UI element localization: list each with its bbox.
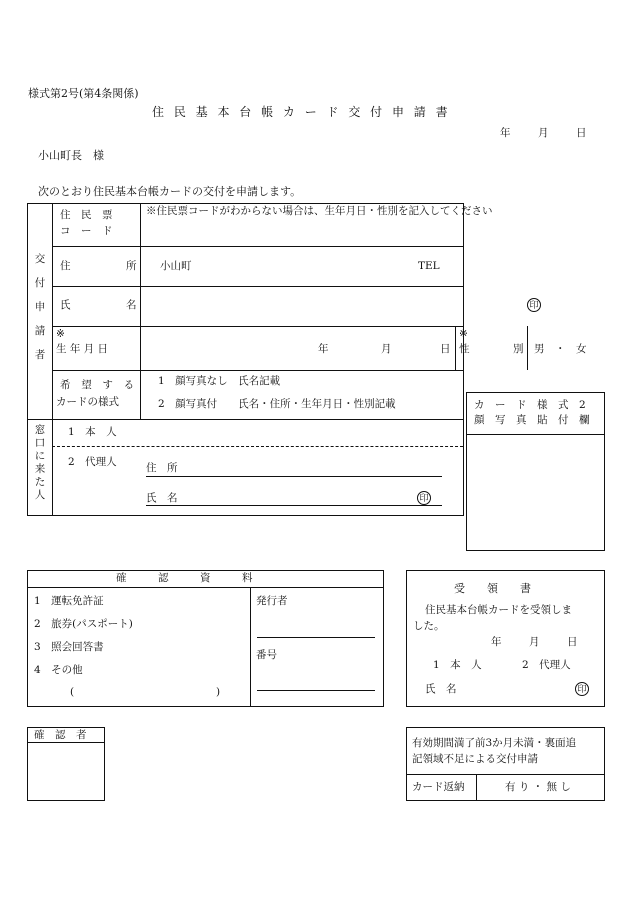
return-options[interactable]: 有 り ・ 無 し <box>505 781 571 793</box>
seal-mark: 印 <box>527 298 541 312</box>
applicant-side-label: 交 付 申 請 者 <box>34 253 46 361</box>
header-date-year: 年 <box>500 127 511 139</box>
number-label: 番号 <box>256 649 277 661</box>
birth-year: 年 <box>318 343 329 355</box>
code-label-2: コ ー ド <box>60 225 113 237</box>
receipt-title: 受 領 書 <box>454 582 531 595</box>
confirm-docs-title: 確 認 資 料 <box>116 572 253 584</box>
style-option-1[interactable]: 1 顔写真なし 氏名記載 <box>158 375 281 387</box>
other-paren-close: ) <box>216 686 221 698</box>
window-side-label: 窓 口 に 来 た 人 <box>34 424 46 501</box>
receipt-name-field[interactable] <box>470 680 570 696</box>
receipt-date-day: 日 <box>567 636 578 648</box>
receipt-self[interactable]: 1 本 人 <box>433 659 482 671</box>
resident-code-field[interactable] <box>141 220 463 245</box>
window-self[interactable]: 1 本 人 <box>68 426 117 438</box>
receipt-agent[interactable]: 2 代理人 <box>522 659 571 671</box>
style-option-2[interactable]: 2 顔写真付 氏名・住所・生年月日・性別記載 <box>158 398 396 410</box>
sex-options[interactable]: 男 ・ 女 <box>534 343 587 355</box>
other-paren-open: ( <box>70 686 75 698</box>
birth-mark: ※ <box>56 328 65 340</box>
checker-title: 確 認 者 <box>34 729 87 741</box>
tel-label: TEL <box>418 260 440 272</box>
name-label-2: 名 <box>126 299 137 311</box>
form-number: 様式第2号(第4条関係) <box>28 87 139 100</box>
receipt-date-year: 年 <box>491 636 502 648</box>
agent-address-label: 住 所 <box>146 462 178 474</box>
address-label-2: 所 <box>126 260 137 272</box>
name-label-1: 氏 <box>60 299 71 311</box>
sex-mark: ※ <box>459 328 468 340</box>
birth-day: 日 <box>440 343 451 355</box>
renewal-text-2: 記領域不足による交付申請 <box>412 753 538 765</box>
applicant-name-field[interactable] <box>141 288 511 324</box>
address-field[interactable] <box>200 248 410 284</box>
address-label-1: 住 <box>60 260 71 272</box>
other-doc-field[interactable] <box>80 684 212 700</box>
birth-month: 月 <box>381 343 392 355</box>
style-label-1: 希 望 す る <box>60 379 138 391</box>
receipt-seal-mark: 印 <box>575 682 589 696</box>
window-agent[interactable]: 2 代理人 <box>68 456 117 468</box>
birth-label: 生 年 月 日 <box>56 343 109 355</box>
doc-item-4[interactable]: 4 その他 <box>34 664 83 676</box>
doc-item-1[interactable]: 1 運転免許証 <box>34 595 104 607</box>
code-label-1: 住 民 票 <box>60 209 113 221</box>
receipt-name-label: 氏 名 <box>425 683 457 695</box>
agent-name-label: 氏 名 <box>146 492 178 504</box>
renewal-text-1: 有効期間満了前3か月未満・裏面追 <box>412 737 577 749</box>
photo-label-1: カ ー ド 様 式 2 <box>474 399 586 411</box>
birth-date-field[interactable] <box>141 328 453 368</box>
agent-name-line[interactable] <box>146 505 442 506</box>
style-label-2: カードの様式 <box>56 396 119 408</box>
photo-label-2: 顔 写 真 貼 付 欄 <box>474 414 590 426</box>
number-line[interactable] <box>257 690 375 691</box>
code-note: ※住民票コードがわからない場合は、生年月日・性別を記入してください <box>146 205 493 217</box>
doc-item-3[interactable]: 3 照会回答書 <box>34 641 104 653</box>
header-date-day: 日 <box>576 127 587 139</box>
receipt-body-1: 住民基本台帳カードを受領しま <box>425 604 572 616</box>
return-label: カード返納 <box>412 781 465 793</box>
agent-seal-mark: 印 <box>417 491 431 505</box>
doc-item-2[interactable]: 2 旅券(パスポート) <box>34 618 133 630</box>
receipt-date-month: 月 <box>529 636 540 648</box>
agent-address-line[interactable] <box>146 476 442 477</box>
sex-label-1: 性 <box>459 343 470 355</box>
form-title: 住 民 基 本 台 帳 カ ー ド 交 付 申 請 書 <box>152 105 451 119</box>
receipt-body-2: した。 <box>413 620 445 632</box>
address-value: 小山町 <box>160 260 192 272</box>
sex-label-2: 別 <box>513 343 524 355</box>
addressee: 小山町長 様 <box>38 149 104 162</box>
header-date-month: 月 <box>538 127 549 139</box>
issuer-line[interactable] <box>257 637 375 638</box>
issuer-label: 発行者 <box>256 595 288 607</box>
intro-text: 次のとおり住民基本台帳カードの交付を申請します。 <box>38 185 302 198</box>
